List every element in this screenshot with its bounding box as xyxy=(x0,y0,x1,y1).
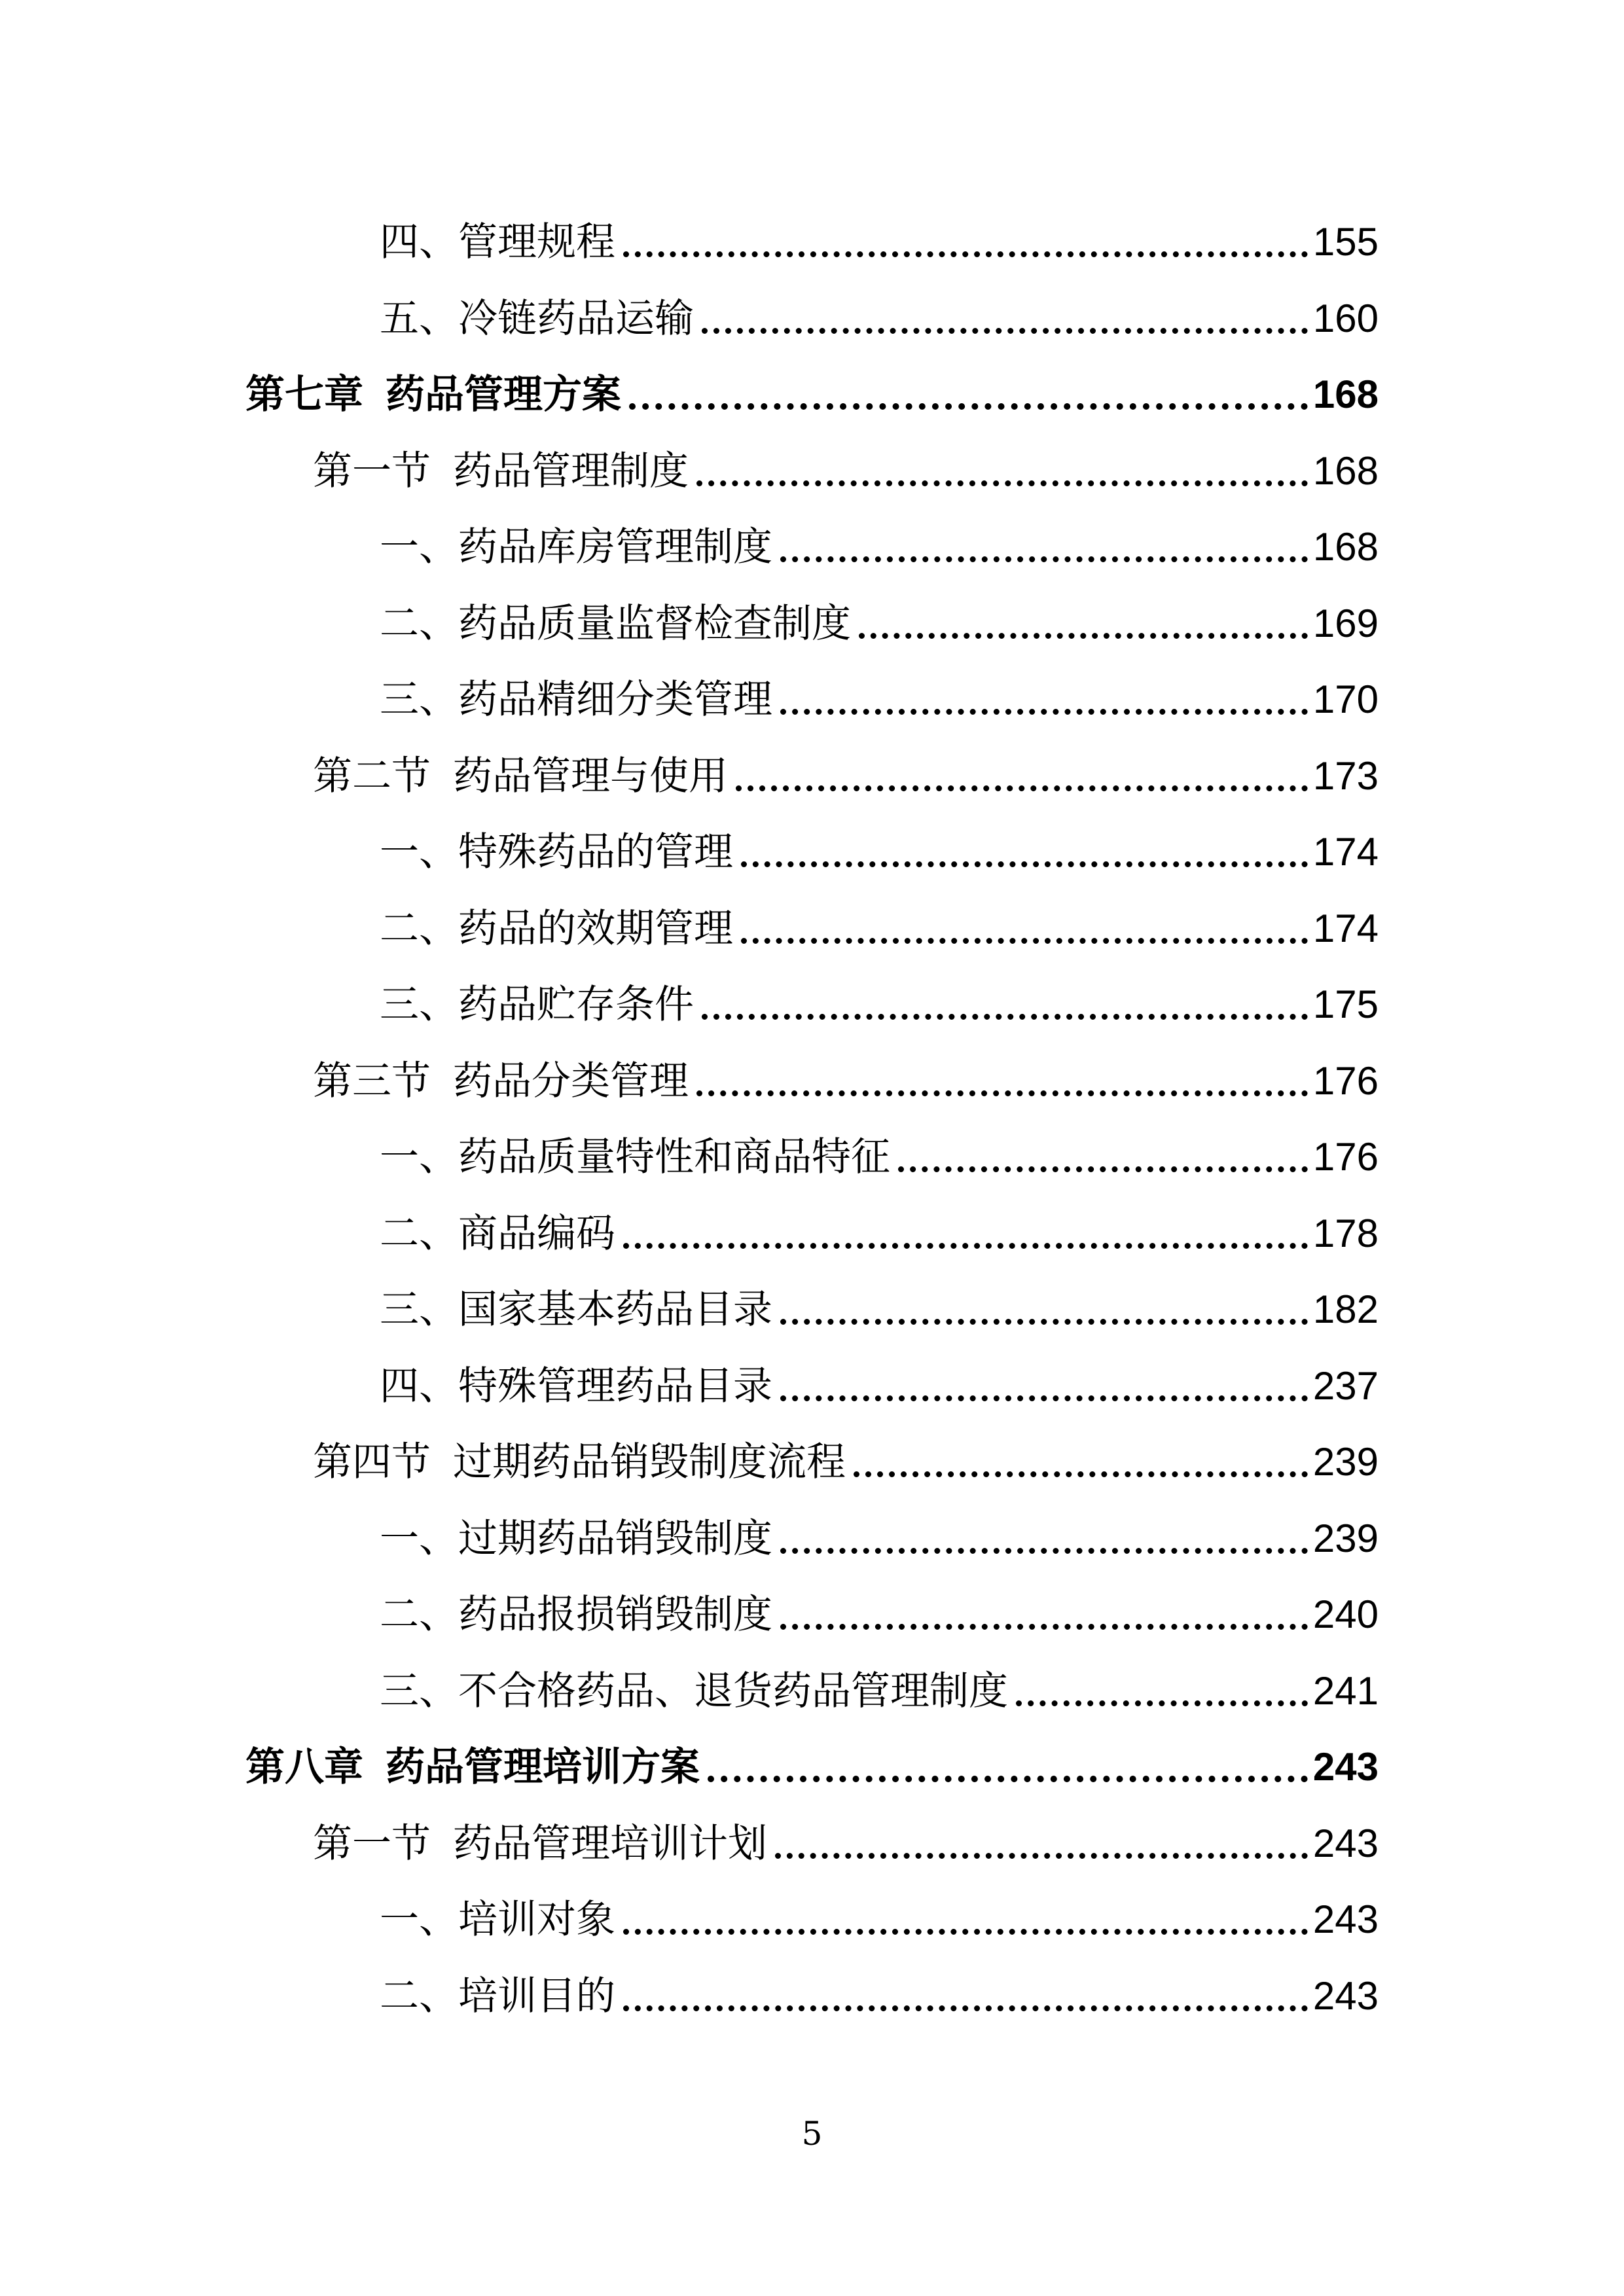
toc-entry-page: 240 xyxy=(1312,1592,1379,1636)
toc-entry-title: 五、冷链药品运输 xyxy=(380,296,694,342)
toc-chapter-entry[interactable] xyxy=(245,362,1379,427)
dot-leader xyxy=(775,1853,1308,1859)
toc-entry-page: 176 xyxy=(1312,1135,1379,1179)
toc-entry[interactable] xyxy=(380,1201,1379,1266)
toc-entry-title: 二、药品质量监督检查制度 xyxy=(380,601,851,647)
toc-entry-page: 243 xyxy=(1312,1897,1379,1941)
dot-leader xyxy=(780,709,1308,715)
toc-entry-page: 173 xyxy=(1312,754,1379,798)
dot-leader xyxy=(623,2005,1308,2011)
toc-entry[interactable] xyxy=(380,972,1379,1037)
toc-entry-label: 第二节 xyxy=(313,753,431,799)
toc-entry-title: 药品管理培训计划 xyxy=(453,1821,767,1867)
toc-entry[interactable] xyxy=(380,591,1379,656)
toc-entry[interactable] xyxy=(380,896,1379,961)
toc-entry-title: 二、药品的效期管理 xyxy=(380,906,733,952)
toc-entry-title: 过期药品销毁制度流程 xyxy=(453,1439,846,1485)
dot-leader xyxy=(898,1166,1308,1172)
dot-leader xyxy=(623,1929,1308,1935)
toc-entry-page: 155 xyxy=(1312,220,1379,264)
toc-section-entry[interactable] xyxy=(313,744,1379,809)
toc-entry-label: 第七章 xyxy=(245,372,363,418)
dot-leader xyxy=(780,556,1308,562)
toc-entry[interactable] xyxy=(380,1887,1379,1952)
toc-entry[interactable] xyxy=(380,1354,1379,1419)
toc-entry-label: 第一节 xyxy=(313,1821,431,1867)
toc-entry[interactable] xyxy=(380,1582,1379,1647)
toc-section-entry[interactable] xyxy=(313,1049,1379,1114)
toc-entry-title: 三、药品贮存条件 xyxy=(380,982,694,1028)
toc-entry-title: 三、药品精细分类管理 xyxy=(380,677,772,723)
toc-entry-page: 237 xyxy=(1312,1364,1379,1408)
toc-entry-label: 第三节 xyxy=(313,1058,431,1104)
toc-entry-page: 160 xyxy=(1312,296,1379,340)
toc-entry-page: 243 xyxy=(1312,1745,1379,1789)
toc-entry[interactable] xyxy=(380,1964,1379,2029)
toc-entry-title: 三、国家基本药品目录 xyxy=(380,1287,772,1333)
toc-entry[interactable] xyxy=(380,819,1379,885)
dot-leader xyxy=(741,938,1308,944)
toc-entry[interactable] xyxy=(380,667,1379,732)
toc-entry-page: 168 xyxy=(1312,449,1379,493)
toc-entry-title: 药品管理与使用 xyxy=(453,753,728,799)
toc-section-entry[interactable] xyxy=(313,1429,1379,1495)
toc-entry-title: 一、药品质量特性和商品特征 xyxy=(380,1134,890,1180)
toc-entry[interactable] xyxy=(380,1659,1379,1724)
toc-entry-title: 一、特殊药品的管理 xyxy=(380,829,733,875)
toc-entry-page: 170 xyxy=(1312,677,1379,721)
toc-entry-title: 药品管理培训方案 xyxy=(386,1744,700,1790)
toc-entry-page: 182 xyxy=(1312,1287,1379,1331)
toc-entry[interactable] xyxy=(380,1506,1379,1571)
toc-entry-title: 四、管理规程 xyxy=(380,219,615,265)
toc-entry-title: 二、培训目的 xyxy=(380,1973,615,2019)
dot-leader xyxy=(859,633,1308,639)
toc-entry-title: 药品管理制度 xyxy=(453,448,689,494)
dot-leader xyxy=(623,1243,1308,1249)
toc-entry-page: 241 xyxy=(1312,1669,1379,1713)
dot-leader xyxy=(780,1319,1308,1325)
toc-entry-title: 一、药品库房管理制度 xyxy=(380,524,772,570)
toc-entry-page: 168 xyxy=(1312,525,1379,569)
toc-entry[interactable] xyxy=(380,209,1379,275)
dot-leader xyxy=(629,403,1308,410)
dot-leader xyxy=(741,861,1308,867)
dot-leader xyxy=(780,1548,1308,1554)
dot-leader xyxy=(708,1776,1308,1782)
toc-entry-title: 二、药品报损销毁制度 xyxy=(380,1592,772,1638)
toc-section-entry[interactable] xyxy=(313,439,1379,504)
toc-entry-page: 243 xyxy=(1312,1821,1379,1865)
dot-leader xyxy=(854,1471,1308,1477)
toc-entry-page: 176 xyxy=(1312,1059,1379,1103)
toc-entry-title: 四、特殊管理药品目录 xyxy=(380,1363,772,1409)
dot-leader xyxy=(696,1090,1308,1096)
toc-entry[interactable] xyxy=(380,514,1379,580)
toc-entry-page: 239 xyxy=(1312,1516,1379,1560)
toc-entry-page: 243 xyxy=(1312,1974,1379,2018)
toc-entry-page: 174 xyxy=(1312,906,1379,950)
dot-leader xyxy=(702,328,1308,334)
dot-leader xyxy=(780,1395,1308,1401)
dot-leader xyxy=(1016,1700,1308,1706)
dot-leader xyxy=(702,1014,1308,1020)
toc-entry-label: 第四节 xyxy=(313,1439,431,1485)
page-number: 5 xyxy=(801,2115,823,2153)
toc-entry-label: 第一节 xyxy=(313,448,431,494)
dot-leader xyxy=(780,1624,1308,1630)
toc-entry-title: 二、商品编码 xyxy=(380,1211,615,1257)
toc-entry[interactable] xyxy=(380,1124,1379,1190)
toc-entry[interactable] xyxy=(380,1277,1379,1342)
toc-section-entry[interactable] xyxy=(313,1811,1379,1876)
toc-entry-title: 药品分类管理 xyxy=(453,1058,689,1104)
toc-chapter-entry[interactable] xyxy=(245,1734,1379,1800)
dot-leader xyxy=(623,251,1308,257)
toc-entry-page: 178 xyxy=(1312,1211,1379,1255)
toc-entry-label: 第八章 xyxy=(245,1744,363,1790)
toc-entry-page: 175 xyxy=(1312,982,1379,1026)
toc-entry-page: 169 xyxy=(1312,601,1379,645)
toc-entry-title: 一、培训对象 xyxy=(380,1897,615,1943)
toc-entry[interactable] xyxy=(380,286,1379,351)
toc-entry-title: 一、过期药品销毁制度 xyxy=(380,1516,772,1562)
toc-entry-title: 三、不合格药品、退货药品管理制度 xyxy=(380,1668,1008,1714)
dot-leader xyxy=(736,785,1308,791)
toc-entry-page: 168 xyxy=(1312,372,1379,416)
toc-entry-title: 药品管理方案 xyxy=(386,372,621,418)
dot-leader xyxy=(696,480,1308,486)
toc-entry-page: 239 xyxy=(1312,1440,1379,1484)
toc-entry-page: 174 xyxy=(1312,830,1379,874)
